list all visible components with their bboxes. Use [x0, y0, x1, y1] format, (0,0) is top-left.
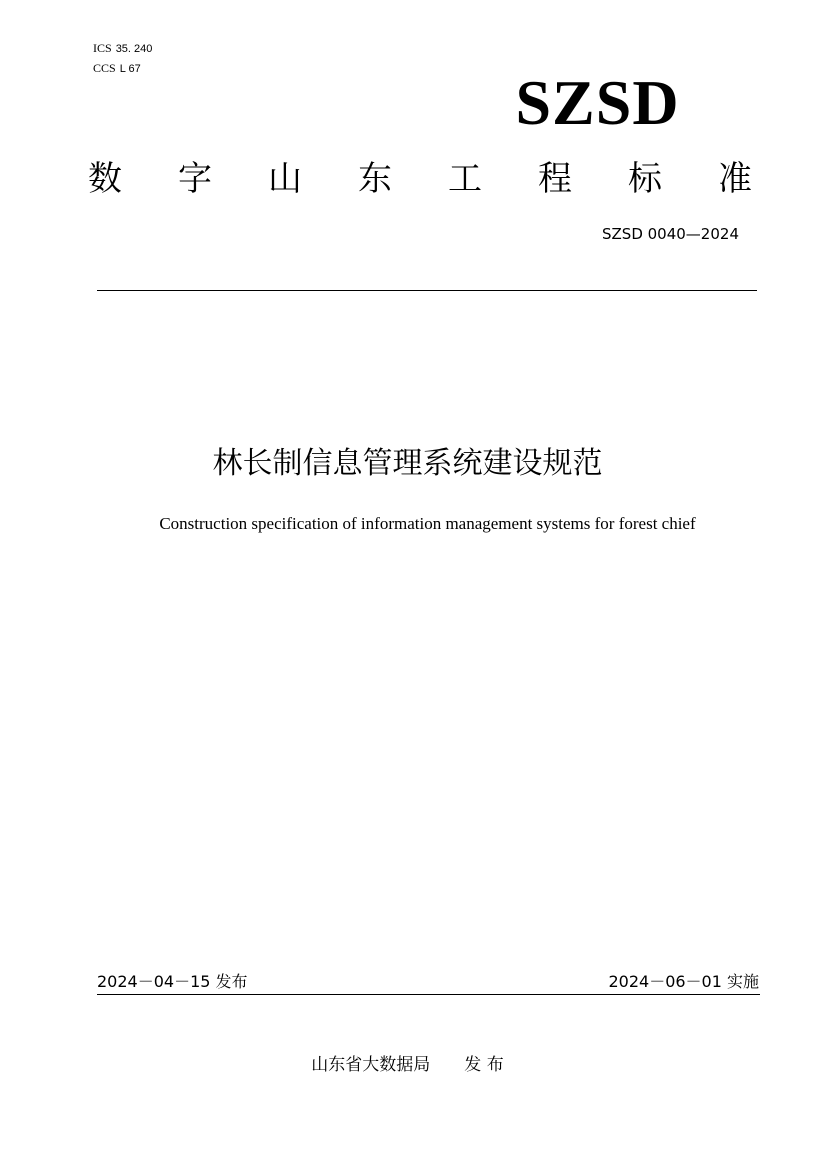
ccs-code: L 67 — [119, 63, 141, 75]
ccs-line — [93, 61, 141, 76]
standard-type-char: 山 — [268, 159, 302, 199]
szsd-logo: SZSD — [515, 67, 680, 138]
implementation-date: 2024－06－01 实施 — [608, 972, 759, 991]
standard-type-char: 数 — [88, 159, 122, 199]
top-divider — [97, 290, 757, 291]
title-english: Construction specification of information management systems for forest chief — [159, 514, 696, 533]
ics-line — [93, 41, 152, 56]
standard-type-heading — [88, 156, 752, 202]
standard-type-char: 准 — [718, 159, 752, 199]
standard-type-char: 字 — [178, 159, 212, 199]
ics-label: ICS — [93, 41, 112, 55]
ccs-label: CCS — [93, 61, 116, 75]
standard-type-char: 工 — [448, 159, 482, 199]
standard-type-char: 标 — [628, 159, 662, 199]
ics-code: 35. 240 — [115, 43, 153, 55]
standard-type-char: 东 — [358, 159, 392, 199]
issuer-name: 山东省大数据局 — [311, 1055, 431, 1075]
title-chinese: 林长制信息管理系统建设规范 — [212, 446, 603, 481]
issuer-line — [0, 1053, 815, 1077]
issuer-action: 发 布 — [464, 1055, 504, 1075]
standard-number: SZSD 0040—2024 — [602, 225, 739, 243]
bottom-divider — [97, 994, 760, 995]
issue-date: 2024－04－15 发布 — [97, 972, 248, 991]
standard-type-char: 程 — [538, 159, 572, 199]
